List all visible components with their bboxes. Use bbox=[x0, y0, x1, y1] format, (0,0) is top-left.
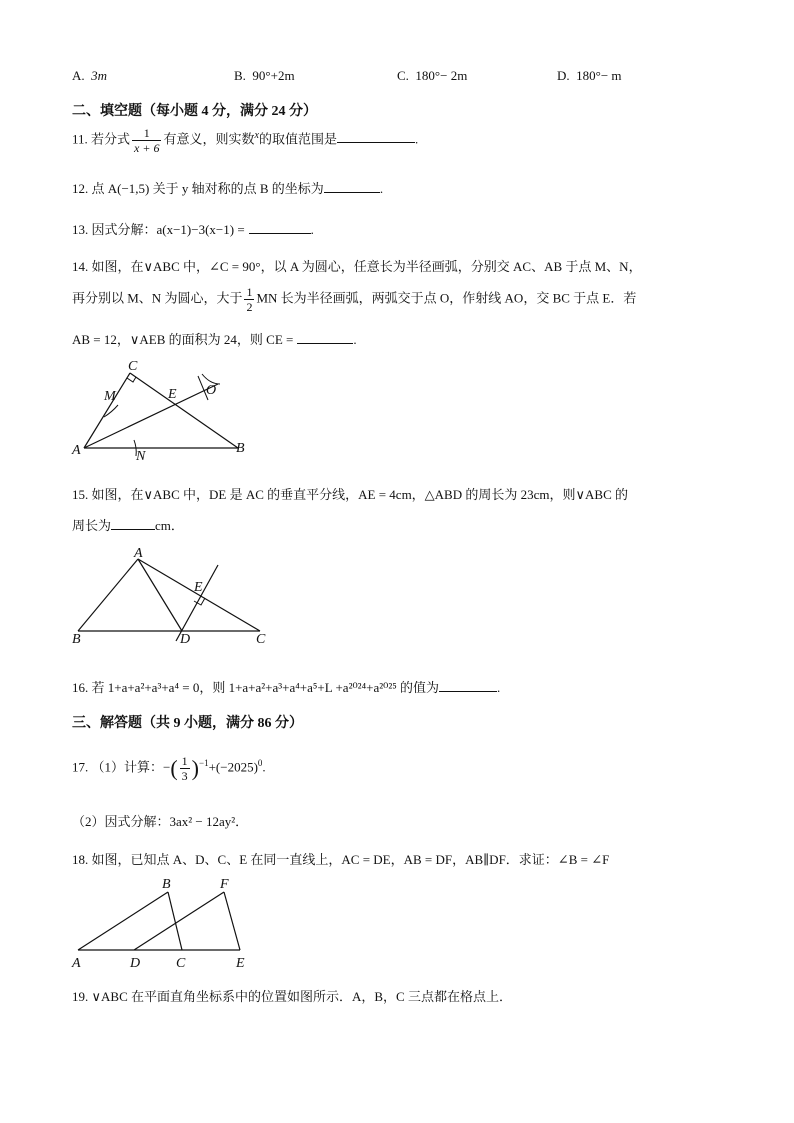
segment-df bbox=[134, 892, 224, 950]
label-c: C bbox=[128, 359, 138, 374]
question-14-line2: 再分别以 M、N 为圆心，大于 $\frac{1}{2}$ MN 长为半径画弧，两弧交于点 O，作射线 AO，交 BC 于点 E．若 bbox=[72, 285, 637, 314]
label-e: E bbox=[168, 387, 177, 402]
answer-blank-15[interactable] bbox=[111, 517, 155, 530]
question-18: 18. 如图，已知点 A、D、C、E 在同一直线上，AC = DE，AB = DF，AB∥DF．求证：∠B = ∠F bbox=[72, 852, 610, 867]
label-e: E bbox=[194, 580, 203, 595]
figure-q18 bbox=[70, 876, 260, 971]
answer-blank-14[interactable] bbox=[297, 331, 353, 344]
answer-blank-13[interactable] bbox=[249, 221, 311, 234]
label-m: M bbox=[104, 389, 116, 404]
fraction-q11: $\frac{1}{x + 6}$ bbox=[134, 126, 160, 155]
fraction-q14: $\frac{1}{2}$ bbox=[246, 285, 253, 314]
label-a: A bbox=[134, 546, 143, 561]
question-12: 12. 点 A(−1,5) 关于 y 轴对称的点 B 的坐标为 . bbox=[72, 181, 384, 196]
label-d: D bbox=[130, 956, 141, 971]
segment-ac bbox=[138, 559, 260, 631]
label-d: D bbox=[180, 632, 191, 647]
label-c: C bbox=[256, 632, 266, 647]
label-e: E bbox=[236, 956, 245, 971]
label-a: A bbox=[72, 956, 81, 971]
label-b: B bbox=[72, 632, 81, 647]
label-f: F bbox=[220, 877, 229, 892]
segment-fe bbox=[224, 892, 240, 950]
question-15-line2: 周长为 cm． bbox=[72, 518, 184, 533]
answer-blank-16[interactable] bbox=[439, 679, 497, 692]
question-16: 16. 若 1+a+a²+a³+a⁴ = 0，则 1+a+a²+a³+a⁴+a⁵+L +a²⁰²⁴+a²⁰²⁵ 的值为 . bbox=[72, 680, 501, 695]
section-title-solutions: 三、解答题（共 9 小题，满分 86 分） bbox=[72, 716, 303, 731]
segment-ad bbox=[138, 559, 182, 631]
segment-cb bbox=[130, 373, 238, 448]
answer-blank-11[interactable] bbox=[337, 130, 415, 143]
option-c: C. 180°− 2m bbox=[397, 68, 468, 83]
label-b: B bbox=[162, 877, 171, 892]
segment-ab bbox=[78, 892, 168, 950]
option-d: D. 180°− m bbox=[557, 68, 622, 83]
question-14-line1: 14. 如图，在∨ABC 中，∠C = 90°，以 A 为圆心，任意长为半径画弧，分别交 AC、AB 于点 M、N， bbox=[72, 259, 642, 274]
question-14-line3: AB = 12，∨AEB 的面积为 24，则 CE = . bbox=[72, 332, 357, 347]
question-13: 13. 因式分解：a(x−1)−3(x−1) = . bbox=[72, 222, 314, 237]
right-angle-mark bbox=[127, 377, 136, 382]
question-17-part1: 17. （1）计算：−( $\frac{1}{3}$ )$^{-1}+(-2025)^0$. bbox=[72, 754, 266, 783]
label-b: B bbox=[236, 441, 245, 456]
option-a: A. 3m bbox=[72, 68, 108, 83]
label-o: O bbox=[206, 383, 217, 398]
figure-q15 bbox=[70, 545, 280, 645]
option-b: B. 90°+2m bbox=[234, 68, 295, 83]
label-a: A bbox=[72, 443, 81, 458]
figure-q14 bbox=[70, 360, 260, 465]
question-17-part2: （2）因式分解：3ax² − 12ay²． bbox=[72, 814, 249, 829]
question-15-line1: 15. 如图，在∨ABC 中，DE 是 AC 的垂直平分线，AE = 4cm，△ABD 的周长为 23cm，则∨ABC 的 bbox=[72, 487, 628, 502]
section-title-fill-blank: 二、填空题（每小题 4 分，满分 24 分） bbox=[72, 104, 317, 119]
answer-blank-12[interactable] bbox=[324, 180, 380, 193]
label-c: C bbox=[176, 956, 186, 971]
question-19: 19. ∨ABC 在平面直角坐标系中的位置如图所示．A，B，C 三点都在格点上． bbox=[72, 989, 512, 1004]
question-11: 11. 若分式 $\frac{1}{x + 6}$ 有意义，则实数$^x$的取值范围是 . bbox=[72, 126, 419, 155]
segment-ab bbox=[78, 559, 138, 631]
label-n: N bbox=[136, 449, 146, 464]
